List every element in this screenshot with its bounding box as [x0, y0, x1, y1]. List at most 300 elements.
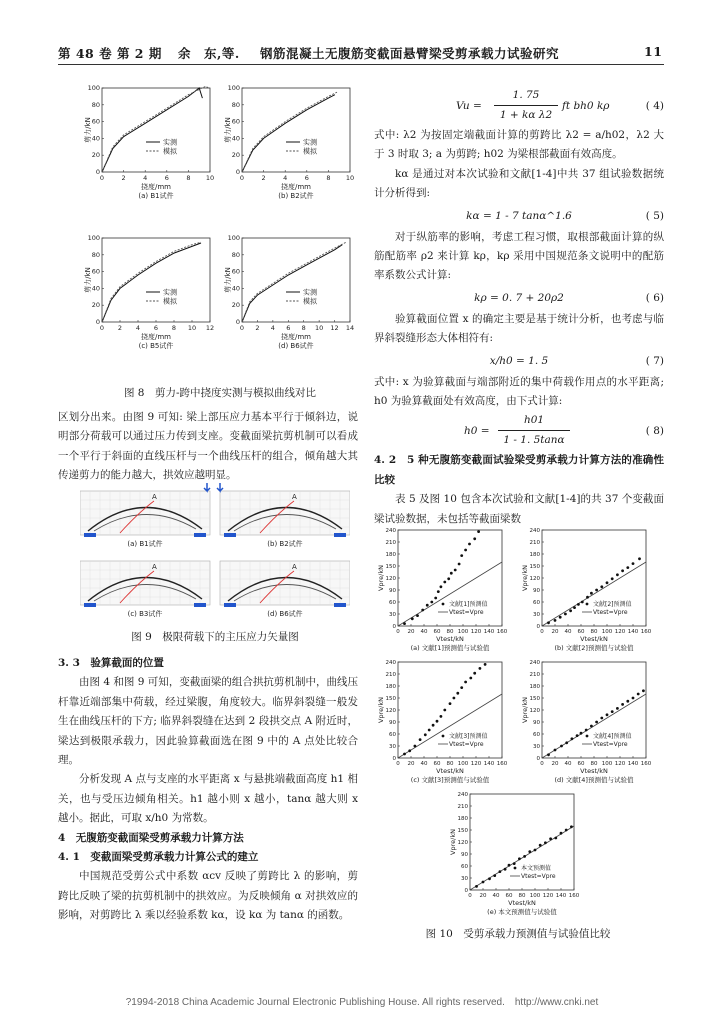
x-tick-label: 60: [433, 761, 441, 767]
y-tick-label: 240: [529, 528, 540, 534]
y-tick-label: 100: [87, 84, 100, 92]
eq5-expression: kα = 1 - 7 tanα^1.6: [466, 209, 572, 222]
y-tick-label: 150: [457, 828, 468, 834]
x-tick-label: 160: [496, 629, 508, 635]
legend-marker: [586, 603, 589, 606]
support-right: [194, 533, 206, 537]
point-a-label: A: [292, 493, 297, 501]
data-point: [564, 613, 567, 616]
paragraph: 式中: x 为验算截面与端部附近的集中荷载作用点的水平距离; h0 为验算截面处有效高度，由下式计算:: [374, 375, 664, 408]
data-point: [638, 557, 641, 560]
y-axis-label: Vpre/kN: [377, 697, 385, 723]
fig9-panel: [80, 561, 210, 618]
data-point: [475, 885, 478, 888]
y-tick-label: 180: [529, 552, 540, 558]
x-tick-label: 6: [164, 174, 169, 182]
data-point: [611, 710, 614, 713]
y-tick-label: 80: [231, 100, 240, 109]
left-column-lower: [58, 654, 358, 926]
equality-line: [398, 562, 502, 626]
eq4-lhs: Vu =: [456, 100, 482, 112]
y-tick-label: 210: [529, 540, 540, 546]
x-tick-label: 160: [496, 761, 508, 767]
data-point: [449, 702, 452, 705]
data-point: [626, 700, 629, 703]
x-tick-label: 0: [239, 324, 245, 332]
y-tick-label: 180: [385, 684, 396, 690]
x-tick-label: 8: [186, 174, 191, 182]
y-tick-label: 150: [529, 564, 540, 570]
y-tick-label: 210: [385, 672, 396, 678]
x-tick-label: 160: [640, 761, 652, 767]
x-tick-label: 80: [518, 893, 526, 899]
data-point: [421, 609, 424, 612]
y-axis-label: 剪力/kN: [84, 117, 92, 143]
x-tick-label: 100: [601, 761, 613, 767]
panel-label: (d) B6试件: [278, 342, 314, 350]
data-point: [595, 721, 598, 724]
x-tick-label: 40: [564, 629, 572, 635]
right-column: [374, 86, 664, 529]
data-point: [434, 597, 437, 600]
x-tick-label: 0: [99, 324, 105, 332]
data-point: [534, 849, 537, 852]
header-rule: [58, 64, 664, 65]
legend-sim: 模拟: [303, 147, 317, 156]
data-point: [436, 720, 439, 723]
plot-frame: [242, 88, 350, 172]
eq6-expression: kρ = 0. 7 + 20ρ2: [474, 291, 564, 304]
figure-10: [372, 522, 664, 918]
x-tick-label: 4: [270, 324, 275, 332]
y-tick-label: 150: [385, 564, 396, 570]
equation-number: ( 6): [645, 291, 664, 304]
y-tick-label: 100: [227, 234, 240, 242]
figure-8-caption: 图 8 剪力-跨中挠度实测与模拟曲线对比: [123, 387, 317, 399]
figure-9: [80, 483, 350, 623]
legend-sim: 模拟: [163, 297, 177, 306]
data-point: [458, 563, 461, 566]
x-tick-label: 10: [315, 324, 324, 332]
data-point: [565, 829, 568, 832]
data-point: [554, 619, 557, 622]
data-point: [600, 717, 603, 720]
x-tick-label: 0: [396, 761, 400, 767]
y-tick-label: 60: [533, 732, 540, 738]
y-tick-label: 80: [91, 250, 100, 259]
copyright-footer: ?1994-2018 China Academic Journal Electronic Publishing House. All rights reserved. http://www.cnki.net: [125, 997, 599, 1008]
y-tick-label: 0: [464, 888, 468, 894]
data-point: [595, 589, 598, 592]
equation-6: [374, 286, 664, 310]
data-point: [424, 733, 427, 736]
test-curve: [242, 245, 342, 322]
x-tick-label: 120: [470, 629, 482, 635]
legend-predicted: 文献[2]预测值: [593, 601, 632, 609]
data-point: [464, 549, 467, 552]
page-number: 11: [644, 44, 663, 59]
data-point: [508, 864, 511, 867]
x-tick-label: 6: [153, 324, 159, 332]
y-tick-label: 150: [529, 696, 540, 702]
x-tick-label: 8: [171, 324, 177, 332]
data-point: [447, 577, 450, 580]
equality-line: [470, 826, 574, 890]
panel-label: (e) 本文预测值与试验值: [487, 908, 557, 916]
data-point: [419, 738, 422, 741]
data-point: [570, 825, 573, 828]
data-point: [460, 554, 463, 557]
data-point: [590, 725, 593, 728]
panel-label: (a) 文献[1]预测值与试验值: [410, 644, 490, 652]
data-point: [411, 617, 414, 620]
section-heading: 4. 2 5 种无腹筋变截面试验梁受剪承载力计算方法的准确性比较: [374, 454, 664, 486]
panel-label: (d) 文献[4]预测值与试验值: [554, 776, 634, 784]
y-tick-label: 20: [231, 301, 240, 310]
x-tick-label: 2: [121, 174, 126, 182]
equation-number: ( 5): [645, 209, 664, 222]
y-tick-label: 60: [389, 600, 396, 606]
y-tick-label: 90: [533, 720, 540, 726]
fig10-panel: [521, 660, 652, 784]
legend-predicted: 文献[3]预测值: [449, 733, 488, 741]
eq8-denominator: 1 - 1. 5tanα: [503, 434, 565, 447]
fig10-panel: [377, 528, 508, 652]
mesh-region: [80, 561, 210, 605]
equation-number: ( 7): [645, 354, 664, 367]
paragraph: 对于纵筋率的影响，考虑工程习惯，取根部截面计算的纵筋配筋率 ρ2 来计算 kρ，kρ 采用中国规范条文说明中的配筋率系数公式计算:: [374, 230, 664, 282]
paragraph: 验算截面位置 x 的确定主要是基于统计分析，也考虑与临界斜裂缝形态大体相符有:: [374, 312, 664, 345]
equation-7: [374, 349, 664, 373]
x-tick-label: 10: [187, 324, 197, 332]
fig8-panel: [83, 84, 214, 200]
x-tick-label: 4: [135, 324, 141, 332]
section-heading: 4 无腹筋变截面梁受剪承载力计算方法: [58, 831, 244, 844]
x-tick-label: 80: [590, 761, 598, 767]
point-a-label: A: [152, 493, 157, 501]
x-tick-label: 0: [239, 174, 245, 182]
x-tick-label: 140: [627, 761, 639, 767]
x-tick-label: 0: [99, 174, 105, 182]
mesh-region: [220, 561, 350, 605]
panel-label: (d) B6试件: [267, 610, 303, 618]
y-tick-label: 60: [91, 117, 100, 126]
x-tick-label: 20: [551, 761, 559, 767]
data-point: [547, 621, 550, 624]
load-arrow: [204, 483, 210, 491]
legend-marker: [442, 735, 445, 738]
simulation-curve: [102, 242, 201, 322]
x-tick-label: 60: [505, 893, 513, 899]
x-tick-label: 40: [420, 761, 428, 767]
mesh-region: [220, 491, 350, 535]
data-point: [460, 686, 463, 689]
load-arrow: [217, 483, 223, 491]
x-axis-label: Vtest/kN: [580, 767, 608, 775]
support-right: [334, 533, 346, 537]
data-point: [453, 697, 456, 700]
data-point: [513, 862, 516, 865]
y-tick-label: 0: [95, 318, 100, 326]
data-point: [606, 713, 609, 716]
y-tick-label: 60: [231, 117, 240, 126]
data-point: [493, 874, 496, 877]
x-tick-label: 10: [345, 174, 355, 182]
y-tick-label: 240: [457, 792, 468, 798]
left-column-upper: [58, 408, 358, 486]
x-tick-label: 0: [468, 893, 472, 899]
panel-label: (a) B1试件: [138, 192, 174, 200]
data-point: [523, 855, 526, 858]
data-point: [539, 844, 542, 847]
data-point: [518, 857, 521, 860]
data-point: [573, 606, 576, 609]
data-point: [590, 592, 593, 595]
data-point: [632, 697, 635, 700]
legend-sim: 模拟: [163, 147, 177, 156]
data-point: [616, 707, 619, 710]
x-tick-label: 100: [601, 629, 613, 635]
legend-equality: Vtest=Vpre: [521, 873, 556, 881]
y-axis-label: 剪力/kN: [224, 117, 232, 143]
x-tick-label: 4: [143, 174, 148, 182]
simulation-curve: [242, 242, 346, 322]
data-point: [499, 870, 502, 873]
data-point: [432, 724, 435, 727]
data-point: [621, 703, 624, 706]
y-tick-label: 90: [533, 588, 540, 594]
plot-frame: [102, 88, 210, 172]
panel-label: (c) B3试件: [127, 610, 163, 618]
x-tick-label: 0: [396, 629, 400, 635]
point-a-label: A: [152, 563, 157, 571]
data-point: [616, 573, 619, 576]
data-point: [482, 881, 485, 884]
legend-test: 实测: [303, 288, 317, 297]
x-tick-label: 2: [261, 174, 266, 182]
x-tick-label: 140: [483, 761, 495, 767]
data-point: [586, 596, 589, 599]
data-point: [477, 530, 480, 533]
data-point: [580, 732, 583, 735]
data-point: [469, 677, 472, 680]
x-tick-label: 120: [542, 893, 554, 899]
legend-equality: Vtest=Vpre: [449, 741, 484, 749]
y-tick-label: 90: [389, 588, 396, 594]
y-tick-label: 30: [389, 612, 396, 618]
y-tick-label: 210: [529, 672, 540, 678]
y-tick-label: 210: [457, 804, 468, 810]
y-tick-label: 60: [533, 600, 540, 606]
test-curve: [102, 243, 201, 322]
data-point: [430, 601, 433, 604]
eq4-numerator: 1. 75: [512, 89, 540, 101]
y-tick-label: 180: [529, 684, 540, 690]
y-tick-label: 30: [533, 744, 540, 750]
x-tick-label: 40: [492, 893, 500, 899]
point-a-label: A: [292, 563, 297, 571]
x-tick-label: 0: [540, 761, 544, 767]
section-heading: 4. 1 变截面梁受剪承载力计算公式的建立: [58, 851, 259, 864]
x-tick-label: 2: [117, 324, 123, 332]
y-tick-label: 180: [457, 816, 468, 822]
y-tick-label: 30: [389, 744, 396, 750]
x-tick-label: 12: [330, 324, 339, 332]
y-tick-label: 40: [91, 134, 100, 143]
fig8-panel: [83, 234, 214, 350]
x-tick-label: 120: [614, 629, 626, 635]
data-point: [473, 672, 476, 675]
plot-frame: [102, 238, 210, 322]
paragraph: kα 是通过对本次试验和文献[1-4]中共 37 组试验数据统计分析得到:: [374, 167, 664, 200]
data-point: [554, 749, 557, 752]
x-tick-label: 80: [590, 629, 598, 635]
legend-predicted: 本文预测值: [521, 865, 552, 873]
x-tick-label: 140: [627, 629, 639, 635]
y-tick-label: 120: [529, 708, 540, 714]
y-axis-label: Vpre/kN: [521, 697, 529, 723]
y-tick-label: 30: [533, 612, 540, 618]
x-tick-label: 2: [255, 324, 260, 332]
data-point: [611, 577, 614, 580]
data-point: [454, 569, 457, 572]
support-left: [84, 603, 96, 607]
fig10-panel: [377, 660, 508, 784]
legend-test: 实测: [163, 288, 177, 297]
support-right: [194, 603, 206, 607]
support-left: [224, 533, 236, 537]
figure-10-caption: 图 10 受剪承载力预测值与试验值比较: [425, 928, 611, 940]
data-point: [440, 585, 443, 588]
x-tick-label: 40: [420, 629, 428, 635]
support-right: [334, 603, 346, 607]
y-tick-label: 100: [87, 234, 100, 242]
data-point: [560, 832, 563, 835]
fig10-panel: [521, 528, 652, 652]
data-point: [600, 585, 603, 588]
data-point: [626, 566, 629, 569]
data-point: [416, 614, 419, 617]
fig9-panel: [80, 491, 210, 548]
y-tick-label: 0: [235, 168, 240, 176]
x-tick-label: 120: [614, 761, 626, 767]
x-tick-label: 0: [540, 629, 544, 635]
data-point: [549, 837, 552, 840]
legend-marker: [442, 603, 445, 606]
data-point: [581, 601, 584, 604]
x-tick-label: 160: [640, 629, 652, 635]
y-tick-label: 150: [385, 696, 396, 702]
data-point: [468, 543, 471, 546]
support-left: [224, 603, 236, 607]
panel-label: (a) B1试件: [127, 540, 163, 548]
eq8-numerator: h01: [523, 414, 545, 427]
equation-number: ( 8): [645, 425, 664, 438]
y-tick-label: 40: [91, 284, 100, 293]
x-axis-label: 挠度/mm: [281, 183, 311, 191]
data-point: [565, 741, 568, 744]
data-point: [576, 734, 579, 737]
fig9-panel: [220, 561, 350, 618]
data-point: [560, 745, 563, 748]
y-tick-label: 0: [95, 168, 100, 176]
y-tick-label: 240: [385, 528, 396, 534]
y-tick-label: 40: [231, 134, 240, 143]
y-tick-label: 60: [91, 267, 100, 276]
x-tick-label: 20: [407, 629, 415, 635]
data-point: [569, 609, 572, 612]
data-point: [642, 689, 645, 692]
x-tick-label: 12: [205, 324, 215, 332]
x-tick-label: 60: [577, 761, 585, 767]
mesh-region: [80, 491, 210, 535]
x-tick-label: 4: [283, 174, 288, 182]
header-title: 钢筋混凝土无腹筋变截面悬臂梁受剪承载力试验研究: [260, 46, 560, 61]
legend-test: 实测: [303, 138, 317, 147]
paragraph: 区划分出来。由图 9 可知: 梁上部压应力基本平行于倾斜边，说明部分荷载可以通过压力传到支座。变截面梁抗剪机制可以看成一个平行于斜面的直线压杆与一个曲线压杆的组合，倾角越大其传递剪力的能力越大，拱效应越明显。: [58, 411, 358, 482]
y-axis-label: Vpre/kN: [377, 565, 385, 591]
simulation-curve: [102, 86, 210, 172]
y-tick-label: 180: [385, 552, 396, 558]
equation-8: [374, 411, 664, 451]
x-tick-label: 8: [301, 324, 306, 332]
panel-label: (c) 文献[3]预测值与试验值: [410, 776, 490, 784]
fig8-panel: [223, 234, 354, 350]
data-point: [577, 603, 580, 606]
data-point: [473, 537, 476, 540]
support-left: [84, 533, 96, 537]
x-tick-label: 6: [304, 174, 309, 182]
x-tick-label: 120: [470, 761, 482, 767]
y-tick-label: 0: [536, 624, 540, 630]
paragraph: 表 5 及图 10 包含本次试验和文献[1-4]的共 37 个变截面梁试验数据，未包括等截面梁数: [374, 493, 664, 525]
y-tick-label: 60: [461, 864, 468, 870]
x-tick-label: 40: [564, 761, 572, 767]
data-point: [559, 616, 562, 619]
fig10-panel: [449, 792, 580, 916]
equation-number: ( 4): [645, 100, 664, 112]
data-point: [504, 868, 507, 871]
x-axis-label: 挠度/mm: [141, 333, 171, 341]
figure-9-caption: 图 9 极限荷载下的主压应力矢量图: [131, 631, 299, 643]
y-tick-label: 0: [392, 756, 396, 762]
x-axis-label: Vtest/kN: [580, 635, 608, 643]
y-tick-label: 0: [536, 756, 540, 762]
panel-label: (b) B2试件: [267, 540, 303, 548]
x-tick-label: 8: [326, 174, 331, 182]
test-curve: [102, 88, 202, 172]
equality-line: [542, 562, 646, 626]
y-tick-label: 30: [461, 876, 468, 882]
data-point: [547, 753, 550, 756]
x-axis-label: 挠度/mm: [141, 183, 171, 191]
data-point: [426, 604, 429, 607]
legend-equality: Vtest=Vpre: [593, 741, 628, 749]
figure-8: [80, 80, 360, 380]
x-tick-label: 60: [577, 629, 585, 635]
x-tick-label: 80: [446, 629, 454, 635]
journal-volume: 第 48 卷 第 2 期: [58, 46, 162, 61]
paragraph: 式中: λ2 为按固定端截面计算的剪跨比 λ2 = a/h02，λ2 大于 3 时取 3; a 为剪跨; h02 为梁根部截面有效高度。: [374, 129, 664, 161]
paragraph: 由图 4 和图 9 可知，变截面梁的组合拱抗剪机制中，曲线压杆靠近端部集中荷载，经过梁腹，角度较大。临界斜裂缝一般发生在曲线压杆的下方; 临界斜裂缝在达到 2 段拱交点 A 附近时，梁达到极限承载力，因此验算截面选在图 9 中的 A 点处比较合理。: [58, 676, 358, 767]
y-tick-label: 120: [529, 576, 540, 582]
legend-equality: Vtest=Vpre: [593, 609, 628, 617]
x-tick-label: 80: [446, 761, 454, 767]
section-heading: 3. 3 验算截面的位置: [58, 657, 164, 669]
x-tick-label: 20: [551, 629, 559, 635]
y-tick-label: 210: [385, 540, 396, 546]
data-point: [544, 841, 547, 844]
